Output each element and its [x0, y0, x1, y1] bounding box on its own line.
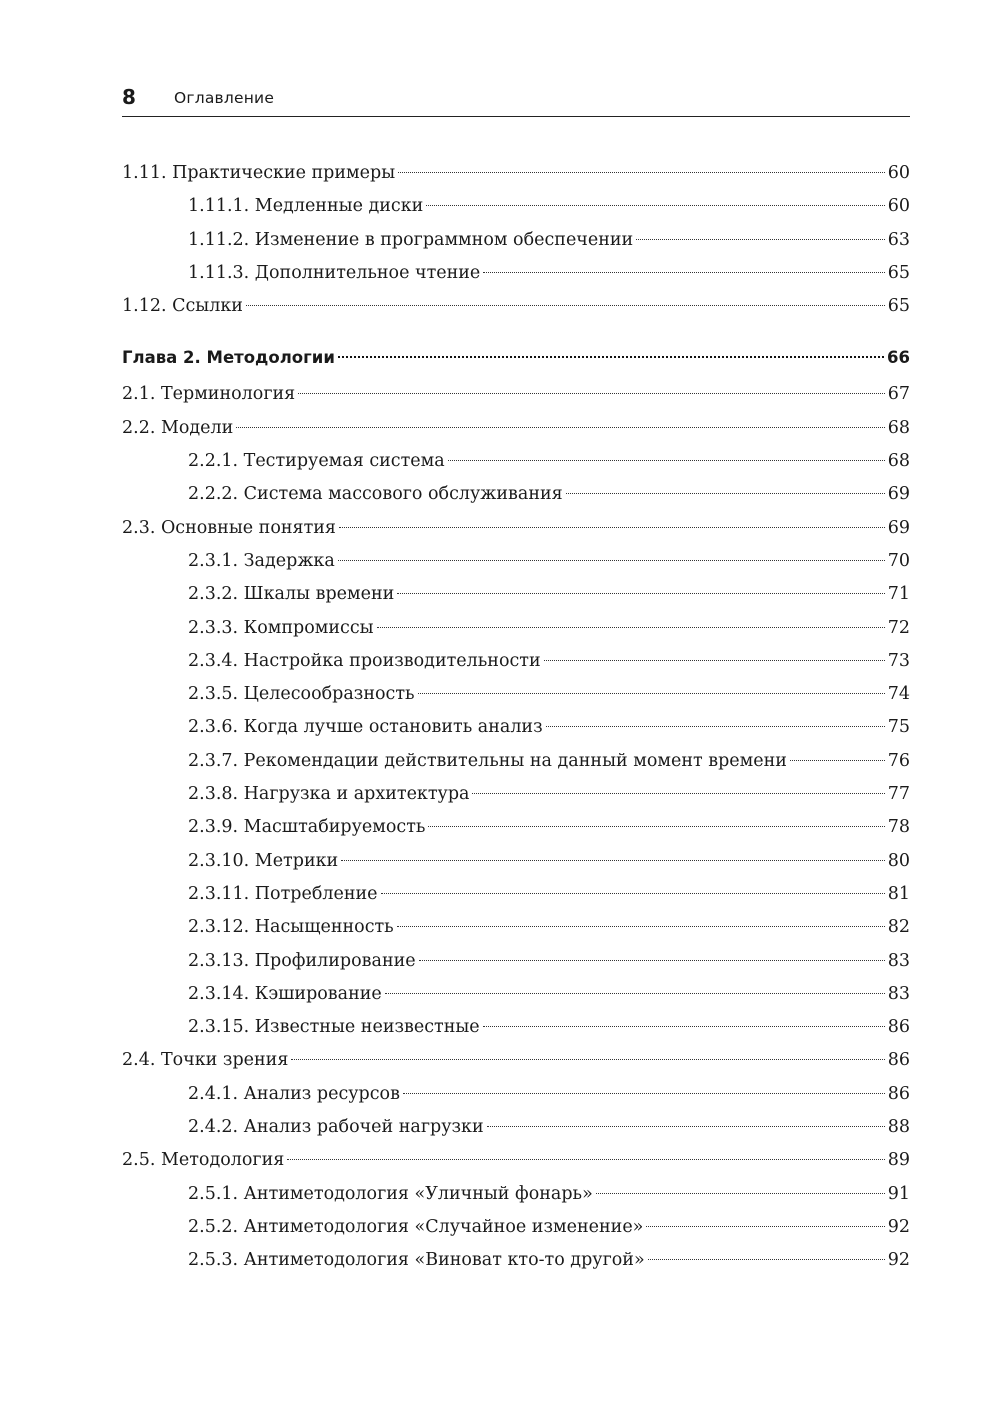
- dot-leader: [544, 660, 885, 661]
- toc-entry-page: 92: [887, 1250, 910, 1271]
- toc-entry-page: 72: [887, 617, 910, 638]
- toc-entry-2-3-4: [122, 645, 910, 678]
- toc-entry-2-5-1: [122, 1178, 910, 1211]
- running-header-title: Оглавление: [174, 89, 275, 107]
- toc-chapter-page: 66: [887, 348, 910, 368]
- toc-entry-title: 2.3.14. Кэширование: [188, 983, 382, 1004]
- toc-entry-title: 2.2.2. Система массового обслуживания: [188, 484, 563, 505]
- toc-entry-page: 68: [887, 451, 910, 472]
- toc-entry-2-3-1: [122, 545, 910, 578]
- dot-leader: [790, 760, 885, 761]
- toc-entry-title: 2.3.6. Когда лучше остановить анализ: [188, 717, 543, 738]
- page-number: 8: [122, 85, 136, 109]
- dot-leader: [338, 356, 884, 358]
- toc-entry-title: 1.11.3. Дополнительное чтение: [188, 262, 481, 283]
- toc-chapter-title: Глава 2. Методологии: [122, 348, 335, 368]
- toc-entry-page: 73: [887, 650, 910, 671]
- toc-entry-2-3-2: [122, 578, 910, 611]
- toc-entry-title: 2.2.1. Тестируемая система: [188, 451, 445, 472]
- dot-leader: [236, 427, 884, 428]
- toc-entry-title: 2.3.8. Нагрузка и архитектура: [188, 784, 470, 805]
- toc-entry-page: 77: [887, 784, 910, 805]
- toc-entry-page: 82: [887, 917, 910, 938]
- dot-leader: [403, 1093, 885, 1094]
- toc-entry-title: 2.3.11. Потребление: [188, 883, 378, 904]
- dot-leader: [338, 560, 885, 561]
- toc-entry-page: 60: [887, 196, 910, 217]
- toc-entry-page: 86: [887, 1050, 910, 1071]
- toc-entry-page: 89: [887, 1150, 910, 1171]
- toc-chapter-2: [122, 340, 910, 376]
- dot-leader: [298, 393, 885, 394]
- toc-entry-page: 74: [887, 684, 910, 705]
- toc-entry-2-3-3: [122, 612, 910, 645]
- toc-entry-2-3-5: [122, 678, 910, 711]
- toc-entry-page: 65: [887, 296, 910, 317]
- dot-leader: [646, 1226, 884, 1227]
- toc-entry-title: 2.5.2. Антиметодология «Случайное изменение»: [188, 1216, 644, 1237]
- dot-leader: [596, 1193, 885, 1194]
- toc-entry-title: 2.3.7. Рекомендации действительны на данный момент времени: [188, 750, 787, 771]
- toc-entry-title: 2.3.15. Известные неизвестные: [188, 1017, 480, 1038]
- dot-leader: [448, 460, 885, 461]
- toc-entry-1-11-3: [122, 257, 910, 290]
- toc-entry-2-5-3: [122, 1244, 910, 1277]
- toc-entry-2-1: [122, 378, 910, 411]
- dot-leader: [483, 1026, 885, 1027]
- dot-leader: [287, 1159, 884, 1160]
- toc-entry-page: 63: [887, 229, 910, 250]
- toc-entry-title: 2.5. Методология: [122, 1150, 285, 1171]
- toc-entry-page: 91: [887, 1183, 910, 1204]
- toc-entry-title: 2.5.3. Антиметодология «Виноват кто-то другой»: [188, 1250, 645, 1271]
- toc-spacer: [122, 323, 910, 340]
- toc-entry-2-4: [122, 1044, 910, 1077]
- toc-entry-2-3-7: [122, 745, 910, 778]
- toc-entry-title: 2.3. Основные понятия: [122, 517, 336, 538]
- toc-entry-2-3-11: [122, 878, 910, 911]
- toc-entry-2-3-6: [122, 711, 910, 744]
- toc-entry-title: 2.3.13. Профилирование: [188, 950, 416, 971]
- toc-entry-title: 2.3.5. Целесообразность: [188, 684, 415, 705]
- toc-entry-title: 2.3.12. Насыщенность: [188, 917, 394, 938]
- dot-leader: [291, 1059, 884, 1060]
- dot-leader: [398, 172, 885, 173]
- dot-leader: [428, 826, 884, 827]
- toc-entry-title: 1.11. Практические примеры: [122, 163, 396, 183]
- toc-entry-title: 1.11.2. Изменение в программном обеспечении: [188, 229, 634, 250]
- toc-entry-2-3: [122, 512, 910, 545]
- toc-entry-page: 88: [887, 1117, 910, 1138]
- toc-entry-page: 75: [887, 717, 910, 738]
- toc-entry-title: 2.5.1. Антиметодология «Уличный фонарь»: [188, 1183, 593, 1204]
- toc-entry-2-2-1: [122, 445, 910, 478]
- toc-entry-title: 2.3.4. Настройка производительности: [188, 650, 541, 671]
- dot-leader: [472, 793, 884, 794]
- table-of-contents: [122, 157, 910, 1278]
- toc-entry-page: 92: [887, 1216, 910, 1237]
- toc-entry-1-11: [122, 157, 910, 190]
- toc-entry-title: 2.1. Терминология: [122, 384, 296, 405]
- toc-entry-2-3-10: [122, 845, 910, 878]
- dot-leader: [487, 1126, 885, 1127]
- toc-entry-2-5: [122, 1144, 910, 1177]
- toc-entry-2-4-1: [122, 1078, 910, 1111]
- toc-entry-page: 76: [887, 750, 910, 771]
- dot-leader: [397, 926, 885, 927]
- dot-leader: [341, 860, 885, 861]
- toc-entry-page: 83: [887, 950, 910, 971]
- toc-entry-title: 1.12. Ссылки: [122, 296, 243, 317]
- toc-entry-page: 80: [887, 850, 910, 871]
- toc-entry-page: 86: [887, 1083, 910, 1104]
- toc-entry-title: 2.4. Точки зрения: [122, 1050, 289, 1071]
- dot-leader: [483, 272, 884, 273]
- toc-entry-page: 70: [887, 550, 910, 571]
- toc-entry-2-3-14: [122, 978, 910, 1011]
- toc-entry-1-12: [122, 290, 910, 323]
- toc-entry-page: 78: [887, 817, 910, 838]
- toc-entry-page: 68: [887, 417, 910, 438]
- toc-entry-page: 60: [887, 163, 910, 183]
- toc-entry-2-3-13: [122, 945, 910, 978]
- dot-leader: [246, 305, 885, 306]
- toc-entry-page: 69: [887, 484, 910, 505]
- toc-entry-title: 2.3.3. Компромиссы: [188, 617, 374, 638]
- toc-entry-1-11-2: [122, 224, 910, 257]
- toc-entry-page: 86: [887, 1017, 910, 1038]
- toc-entry-2-3-12: [122, 911, 910, 944]
- toc-entry-2-3-8: [122, 778, 910, 811]
- dot-leader: [566, 493, 885, 494]
- toc-entry-1-11-1: [122, 190, 910, 223]
- toc-entry-title: 2.4.2. Анализ рабочей нагрузки: [188, 1117, 484, 1138]
- dot-leader: [426, 205, 884, 206]
- toc-entry-page: 67: [887, 384, 910, 405]
- toc-entry-2-2-2: [122, 478, 910, 511]
- dot-leader: [419, 960, 885, 961]
- dot-leader: [636, 239, 885, 240]
- toc-entry-2-3-9: [122, 811, 910, 844]
- toc-entry-2-4-2: [122, 1111, 910, 1144]
- dot-leader: [418, 693, 885, 694]
- dot-leader: [381, 893, 885, 894]
- toc-entry-page: 83: [887, 983, 910, 1004]
- toc-entry-page: 81: [887, 883, 910, 904]
- toc-entry-title: 2.3.2. Шкалы времени: [188, 584, 395, 605]
- toc-entry-title: 2.3.10. Метрики: [188, 850, 339, 871]
- dot-leader: [385, 993, 885, 994]
- toc-entry-title: 1.11.1. Медленные диски: [188, 196, 424, 217]
- running-header: [122, 84, 910, 117]
- dot-leader: [546, 726, 885, 727]
- toc-entry-page: 65: [887, 262, 910, 283]
- toc-entry-page: 71: [887, 584, 910, 605]
- dot-leader: [648, 1259, 885, 1260]
- toc-entry-title: 2.3.1. Задержка: [188, 550, 335, 571]
- toc-entry-title: 2.3.9. Масштабируемость: [188, 817, 426, 838]
- toc-entry-title: 2.2. Модели: [122, 417, 234, 438]
- toc-entry-page: 69: [887, 517, 910, 538]
- toc-entry-2-3-15: [122, 1011, 910, 1044]
- dot-leader: [397, 593, 884, 594]
- dot-leader: [339, 527, 885, 528]
- toc-entry-2-2: [122, 412, 910, 445]
- toc-entry-title: 2.4.1. Анализ ресурсов: [188, 1083, 400, 1104]
- toc-entry-2-5-2: [122, 1211, 910, 1244]
- dot-leader: [377, 627, 885, 628]
